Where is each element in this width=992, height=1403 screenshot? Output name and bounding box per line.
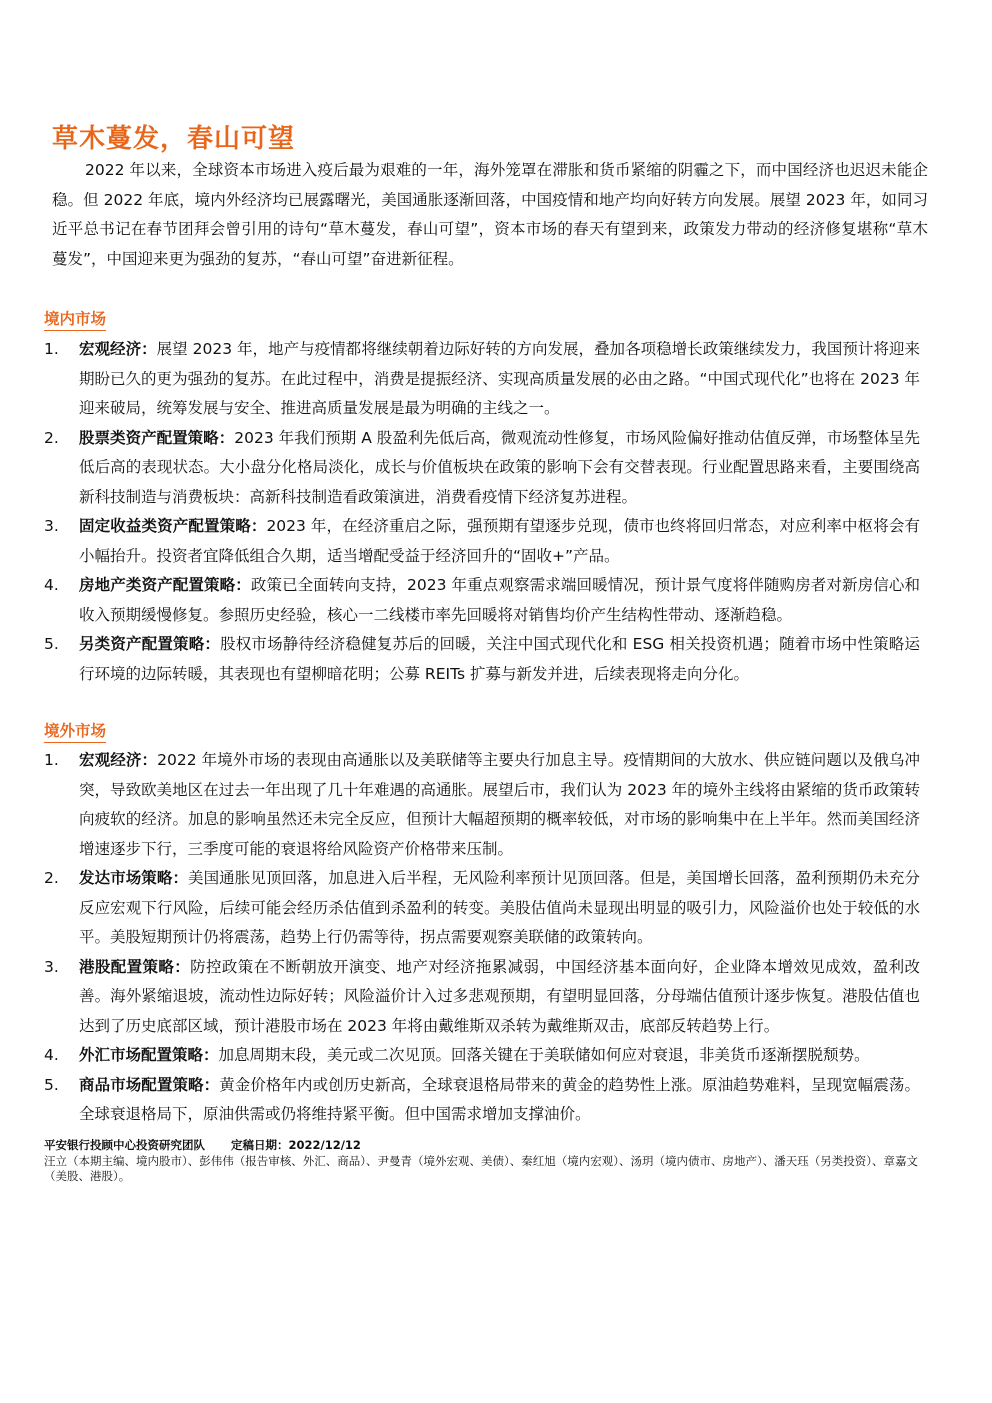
final-date: 定稿日期：2022/12/12 bbox=[231, 1138, 361, 1152]
item-number: 5. bbox=[44, 635, 59, 653]
item-text: 2023 年，在经济重启之际，强预期有望逐步兑现，债市也终将回归常态，对应利率中枢将会有小幅抬升。投资者宜降低组合久期，适当增配受益于经济回升的“固收+”产品。 bbox=[79, 517, 920, 565]
item-heading: 商品市场配置策略： bbox=[79, 1075, 220, 1094]
list-item bbox=[44, 746, 920, 864]
item-heading: 发达市场策略： bbox=[79, 869, 189, 887]
item-text: 美国通胀见顶回落，加息进入后半程，无风险利率预计见顶回落。但是，美国增长回落，盈利预期仍未充分反应宏观下行风险，后续可能会经历杀估值到杀盈利的转变。美股估值尚未显现出明显的吸引力，风险溢价也处于较低的水平。美股短期预计仍将震荡，趋势上行仍需等待，拐点需要观察美联储的政策转向。 bbox=[79, 869, 920, 946]
item-text: 2023 年我们预期 A 股盈利先低后高，微观流动性修复，市场风险偏好推动估值反弹，市场整体呈先低后高的表现状态。大小盘分化格局淡化，成长与价值板块在政策的影响下会有交替表现。行业配置思路来看，主要围绕高新科技制造与消费板块：高新科技制造看政策演进，消费看疫情下经济复苏进程。 bbox=[79, 428, 920, 506]
item-heading: 宏观经济： bbox=[79, 751, 158, 769]
intro-paragraph: 2022 年以来，全球资本市场进入疫后最为艰难的一年，海外笼罩在滞胀和货币紧缩的阴霾之下，而中国经济也迟迟未能企稳。但 2022 年底，境内外经济均已展露曙光，美国通胀逐渐回落，中国疫情和地产均向好转方向发展。展望 2023 年，如同习近平总书记在春节团拜会曾引用的诗句“草木蔓发，春山可望”，资本市场的春天有望到来，政策发力带动的经济修复堪称“草木蔓发”，中国迎来更为强劲的复苏，“春山可望”奋进新征程。 bbox=[52, 161, 928, 268]
list-item bbox=[44, 1071, 920, 1130]
section-title-domestic: 境内市场 bbox=[44, 309, 106, 331]
item-text: 展望 2023 年，地产与疫情都将继续朝着边际好转的方向发展，叠加各项稳增长政策继续发力，我国预计将迎来期盼已久的更为强劲的复苏。在此过程中，消费是提振经济、实现高质量发展的必由之路。“中国式现代化”也将在 2023 年迎来破局，统筹发展与安全、推进高质量发展是最为明确的主线之一。 bbox=[79, 340, 920, 417]
list-item bbox=[44, 512, 920, 571]
research-team: 平安银行投顾中心投资研究团队 bbox=[44, 1138, 205, 1152]
list-item bbox=[44, 630, 920, 689]
domestic-strategy-list bbox=[44, 335, 920, 689]
footer-credits bbox=[44, 1136, 920, 1154]
item-heading: 港股配置策略： bbox=[79, 957, 191, 976]
list-item bbox=[44, 424, 920, 513]
overseas-strategy-list bbox=[44, 746, 920, 1130]
item-number: 4. bbox=[44, 1046, 59, 1064]
item-heading: 股票类资产配置策略： bbox=[79, 428, 235, 447]
item-number: 1. bbox=[44, 340, 59, 358]
item-text: 政策已全面转向支持，2023 年重点观察需求端回暖情况，预计景气度将伴随购房者对新房信心和收入预期缓慢修复。参照历史经验，核心一二线楼市率先回暖将对销售均价产生结构性带动、逐渐趋稳。 bbox=[79, 576, 920, 624]
list-item bbox=[44, 953, 920, 1042]
page-title: 草木蔓发，春山可望 bbox=[52, 124, 296, 154]
report-footer bbox=[44, 1136, 920, 1184]
item-text: 加息周期末段，美元或二次见顶。回落关键在于美联储如何应对衰退，非美货币逐渐摆脱颓势。 bbox=[218, 1046, 870, 1064]
item-heading: 外汇市场配置策略： bbox=[79, 1046, 219, 1064]
item-number: 3. bbox=[44, 957, 59, 976]
item-number: 2. bbox=[44, 428, 59, 447]
item-heading: 固定收益类资产配置策略： bbox=[79, 517, 267, 535]
item-text: 股权市场静待经济稳健复苏后的回暖，关注中国式现代化和 ESG 相关投资机遇；随着市场中性策略运行环境的边际转暖，其表现也有望柳暗花明；公募 REITs 扩募与新发并进，后续表现将走向分化。 bbox=[79, 635, 920, 683]
item-heading: 宏观经济： bbox=[79, 340, 157, 358]
item-number: 1. bbox=[44, 751, 59, 769]
item-text: 黄金价格年内或创历史新高，全球衰退格局带来的黄金的趋势性上涨。原油趋势难料，呈现宽幅震荡。全球衰退格局下，原油供需或仍将维持紧平衡。但中国需求增加支撑油价。 bbox=[79, 1075, 920, 1123]
item-heading: 另类资产配置策略： bbox=[79, 635, 221, 653]
item-number: 2. bbox=[44, 869, 59, 887]
item-text: 2022 年境外市场的表现由高通胀以及美联储等主要央行加息主导。疫情期间的大放水、供应链问题以及俄乌冲突，导致欧美地区在过去一年出现了几十年难遇的高通胀。展望后市，我们认为 2023 年的境外主线将由紧缩的货币政策转向疲软的经济。加息的影响虽然还未完全反应，但预计大幅超预期的概率较低，对市场的影响集中在上半年。然而美国经济增速逐步下行，三季度可能的衰退将给风险资产价格带来压制。 bbox=[79, 751, 920, 858]
list-item bbox=[44, 864, 920, 953]
list-item bbox=[44, 571, 920, 630]
item-number: 3. bbox=[44, 517, 59, 535]
author-list: 汪立（本期主编、境内股市）、彭伟伟（报告审核、外汇、商品）、尹曼青（境外宏观、美债）、秦红旭（境内宏观）、汤玥（境内债市、房地产）、潘天珏（另类投资）、章嘉文（美股、港股）。 bbox=[44, 1154, 918, 1183]
list-item bbox=[44, 335, 920, 424]
list-item bbox=[44, 1041, 920, 1071]
item-number: 5. bbox=[44, 1075, 59, 1094]
section-title-overseas: 境外市场 bbox=[44, 721, 106, 743]
item-number: 4. bbox=[44, 576, 59, 594]
item-text: 防控政策在不断朝放开演变、地产对经济拖累减弱，中国经济基本面向好，企业降本增效见成效，盈利改善。海外紧缩退坡，流动性边际好转；风险溢价计入过多悲观预期，有望明显回落，分母端估值预计逐步恢复。港股估值也达到了历史底部区域，预计港股市场在 2023 年将由戴维斯双杀转为戴维斯双击，底部反转趋势上行。 bbox=[79, 957, 920, 1035]
item-heading: 房地产类资产配置策略： bbox=[79, 576, 251, 594]
